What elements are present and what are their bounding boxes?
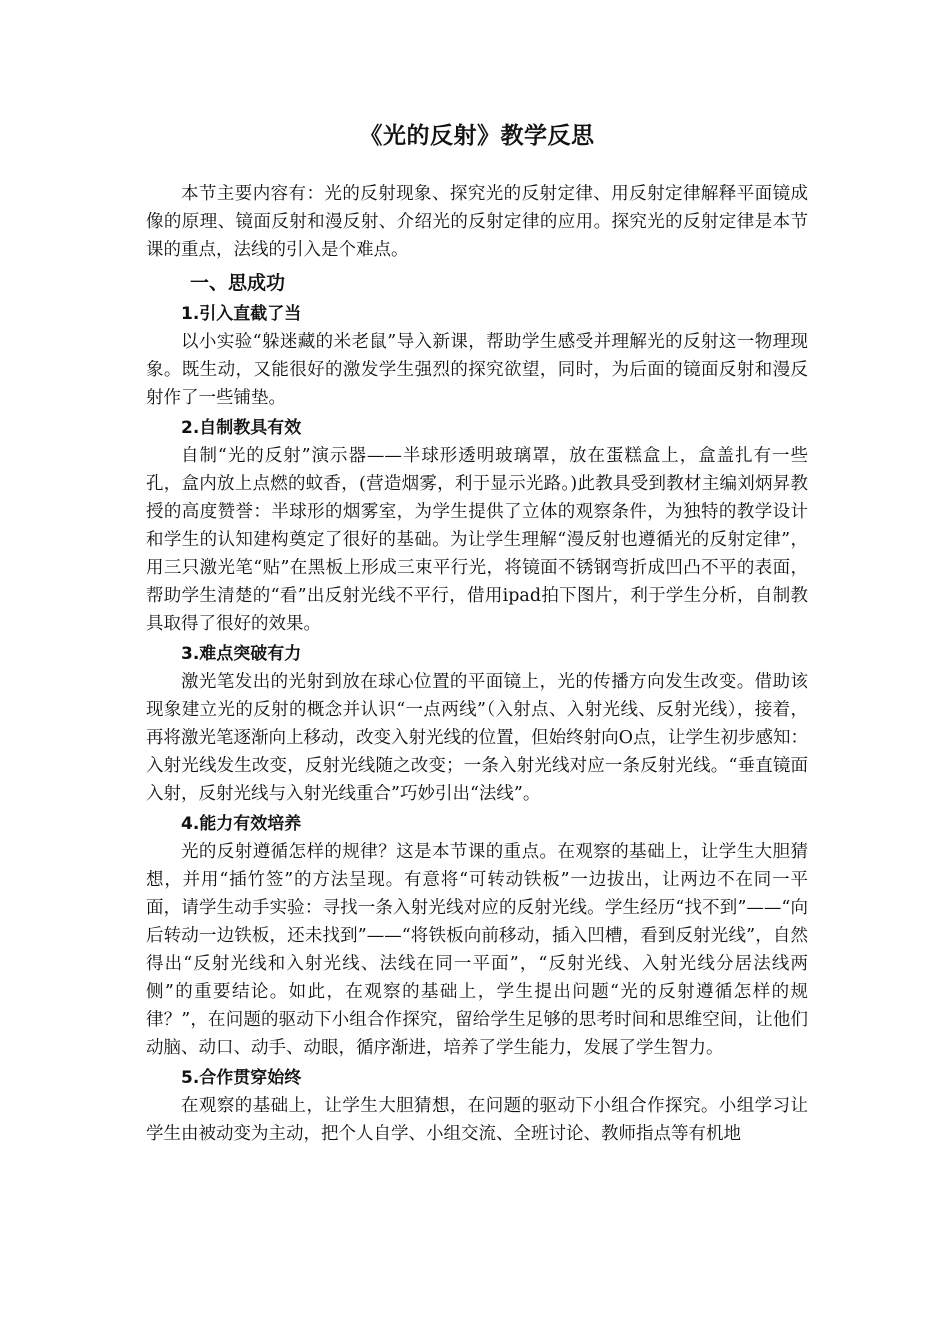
paragraph-3: 激光笔发出的光射到放在球心位置的平面镜上，光的传播方向发生改变。借助该现象建立光的反射的概念并认识“一点两线”（入射点、入射光线、反射光线），接着，再将激光笔逐渐向上移动，改变入射光线的位置，但始终射向O点，让学生初步感知：入射光线发生改变，反射光线随之改变；一条入射光线对应一条反射光线。“垂直镜面入射，反射光线与入射光线重合”巧妙引出“法线”。 — [146, 672, 808, 804]
document-title: 《光的反射》教学反思 — [359, 123, 595, 149]
section-heading-success: 一、思成功 — [190, 272, 286, 294]
subheading-4: 4.能力有效培养 — [181, 814, 302, 834]
subheading-5: 5.合作贯穿始终 — [181, 1068, 302, 1088]
paragraph-5: 在观察的基础上，让学生大胆猜想，在问题的驱动下小组合作探究。小组学习让学生由被动变为主动，把个人自学、小组交流、全班讨论、教师指点等有机地 — [146, 1096, 808, 1144]
paragraph-2: 自制“光的反射”演示器——半球形透明玻璃罩，放在蛋糕盒上，盒盖扎有一些孔，盒内放上点燃的蚊香，(营造烟雾，利于显示光路。)此教具受到教材主编刘炳昇教授的高度赞誉：半球形的烟雾室，为学生提供了立体的观察条件，为独特的教学设计和学生的认知建构奠定了很好的基础。为让学生理解“漫反射也遵循光的反射定律”，用三只激光笔“贴”在黑板上形成三束平行光，将镜面不锈钢弯折成凹凸不平的表面，帮助学生清楚的“看”出反射光线不平行，借用ipad拍下图片，利于学生分析，自制教具取得了很好的效果。 — [146, 446, 808, 634]
document-page — [146, 118, 808, 1148]
subheading-2: 2.自制教具有效 — [181, 418, 302, 438]
intro-paragraph: 本节主要内容有：光的反射现象、探究光的反射定律、用反射定律解释平面镜成像的原理、镜面反射和漫反射、介绍光的反射定律的应用。探究光的反射定律是本节课的重点，法线的引入是个难点。 — [146, 184, 808, 260]
subheading-3: 3.难点突破有力 — [181, 644, 302, 664]
paragraph-4: 光的反射遵循怎样的规律？这是本节课的重点。在观察的基础上，让学生大胆猜想，并用“插竹签”的方法呈现。有意将“可转动铁板”一边拔出，让两边不在同一平面，请学生动手实验：寻找一条入射光线对应的反射光线。学生经历“找不到”——“向后转动一边铁板，还未找到”——“将铁板向前移动，插入凹槽，看到反射光线”，自然得出“反射光线和入射光线、法线在同一平面”，“反射光线、入射光线分居法线两侧”的重要结论。如此，在观察的基础上，学生提出问题“光的反射遵循怎样的规律？”，在问题的驱动下小组合作探究，留给学生足够的思考时间和思维空间，让他们动脑、动口、动手、动眼，循序渐进，培养了学生能力，发展了学生智力。 — [146, 842, 808, 1058]
paragraph-1: 以小实验“躲迷藏的米老鼠”导入新课，帮助学生感受并理解光的反射这一物理现象。既生动，又能很好的激发学生强烈的探究欲望，同时，为后面的镜面反射和漫反射作了一些铺垫。 — [146, 332, 808, 408]
subheading-1: 1.引入直截了当 — [181, 304, 302, 324]
